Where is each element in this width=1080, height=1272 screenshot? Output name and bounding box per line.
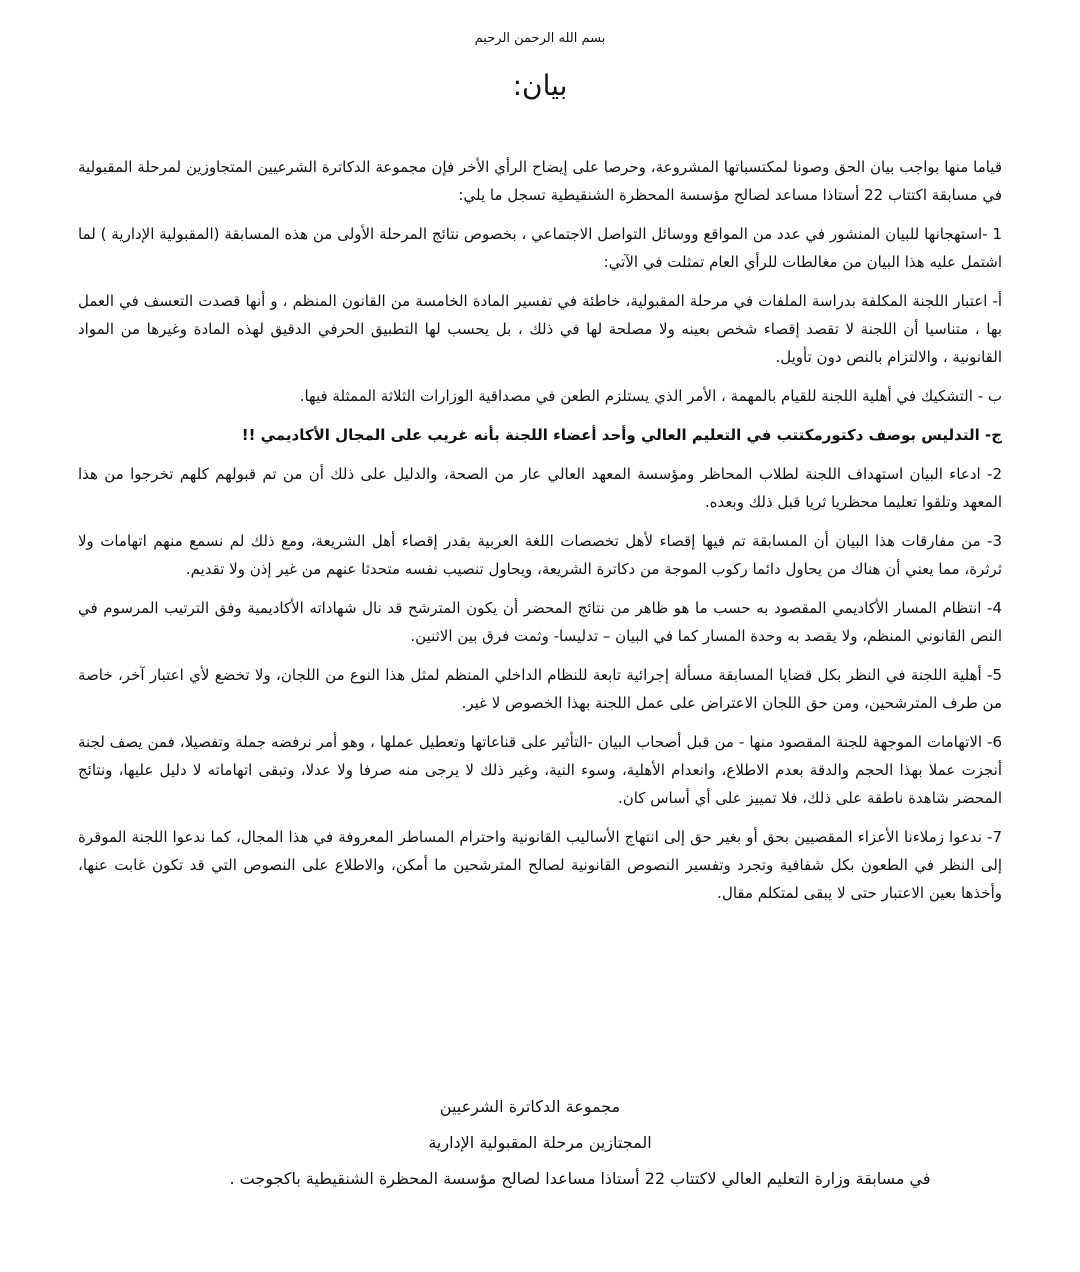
point-1c-paragraph: ج- التدليس بوصف دكتورمكتتب في التعليم العالي وأحد أعضاء اللجنة بأنه غريب على المجال الأكاديمي !! [241,426,1002,444]
intro-paragraph: قياما منها بواجب بيان الحق وصونا لمكتسباتها المشروعة، وحرصا على إيضاح الرأي الأخر فإن مجموعة الدكاترة الشرعيين المتجاوزين لمرحلة المقبولية في مسابقة اكتتاب 22 أستاذا مساعد لصالح مؤسسة المحظرة الشنقيطية تسجل ما يلي: [78,158,1002,204]
point-6-paragraph: 6- الاتهامات الموجهة للجنة المقصود منها - من قبل أصحاب البيان -التأثير على قناعاتها وتعطيل عملها ، وهو أمر نرفضه جملة وتفصيلا، فمن يصف لجنة أنجزت عملا بهذا الحجم والدقة بعدم الاطلاع، وانعدام الأهلية، وسوء النية، وغير ذلك لا يرجى منه صرفا ولا عدلا، وتبقى اتهاماته لا دليل عليها، ونتائج المحضر شاهدة ناطقة على ذلك، فلا تمييز على أي أساس كان. [78,733,1002,807]
signature-block [0,1096,1080,1204]
point-5-paragraph: 5- أهلية اللجنة في النظر بكل قضايا المسابقة مسألة إجرائية تابعة للنظام الداخلي المنظم لمثل هذا النوع من اللجان، ولا تخضع لأي اعتبار آخر، خاصة من طرف المترشحين، ومن حق اللجان الاعتراض على عمل اللجنة بهذا الخصوص لا غير. [78,666,1002,712]
point-7-paragraph: 7- ندعوا زملاءنا الأعزاء المقصيين بحق أو بغير حق إلى انتهاج الأساليب القانونية واحترام المساطر المعروفة في هذا المجال، كما ندعوا اللجنة الموقرة إلى النظر في الطعون بكل شفافية وتجرد وتفسير النصوص القانونية لصالح المترشحين ما أمكن، والاطلاع على النصوص التي قد تكون غابت عنها، وأخذها بعين الاعتبار حتى لا يبقى لمتكلم مقال. [78,828,1002,902]
signature-competition: في مسابقة وزارة التعليم العالي لاكتتاب 22 أستاذا مساعدا لصالح مؤسسة المحظرة الشنقيطية باكجوجت . [229,1169,931,1188]
basmala-header: بسم الله الرحمن الرحيم [474,31,606,46]
statement-body [78,153,1002,918]
signature-group-name: مجموعة الدكاترة الشرعيين [439,1097,621,1116]
point-1-paragraph: 1 -استهجانها للبيان المنشور في عدد من المواقع ووسائل التواصل الاجتماعي ، بخصوص نتائج المرحلة الأولى من هذه المسابقة (المقبولية الإدارية ) لما اشتمل عليه هذا البيان من مغالطات للرأي العام تمثلت في الآتي: [78,225,1002,271]
document-title: بيان: [512,69,568,102]
point-1b-paragraph: ب - التشكيك في أهلية اللجنة للقيام بالمهمة ، الأمر الذي يستلزم الطعن في مصداقية الوزارات الثلاثة الممثلة فيها. [299,387,1002,405]
point-4-paragraph: 4- انتظام المسار الأكاديمي المقصود به حسب ما هو ظاهر من نتائج المحضر أن يكون المترشح قد نال شهاداته الأكاديمية وفق الترتيب المرسوم في النص القانوني المنظم، ولا يقصد به وحدة المسار كما في البيان – تدليسا- وثمت فرق بين الاثنين. [78,599,1002,645]
point-3-paragraph: 3- من مفارقات هذا البيان أن المسابقة تم فيها إقصاء لأهل تخصصات اللغة العربية بقدر إقصاء أهل الشريعة، ومع ذلك لم نسمع منهم اتهامات ولا ثرثرة، مما يعني أن هناك من يحاول دائما ركوب الموجة من دكاترة الشريعة، ويحاول تنصيب نفسه متحدثا عنهم من غير إذن ولا تقديم. [78,532,1002,578]
point-2-paragraph: 2- ادعاء البيان استهداف اللجنة لطلاب المحاظر ومؤسسة المعهد العالي عار من الصحة، والدليل على ذلك أن من تم قبولهم كلهم تخرجوا من هذا المعهد وتلقوا تعليما محظريا ثريا قبل ذلك وبعده. [78,465,1002,511]
signature-group-status: المجتازين مرحلة المقبولية الإدارية [428,1133,652,1152]
point-1a-paragraph: أ- اعتبار اللجنة المكلفة بدراسة الملفات في مرحلة المقبولية، خاطئة في تفسير المادة الخامسة من القانون المنظم ، و أنها قصدت التعسف في العمل بها ، متناسيا أن اللجنة لا تقصد إقصاء شخص بعينه ولا مصلحة لها في ذلك ، بل يحسب لها التطبيق الحرفي الدقيق لهذه المادة وغيرها من المواد القانونية ، والالتزام بالنص دون تأويل. [78,292,1002,366]
